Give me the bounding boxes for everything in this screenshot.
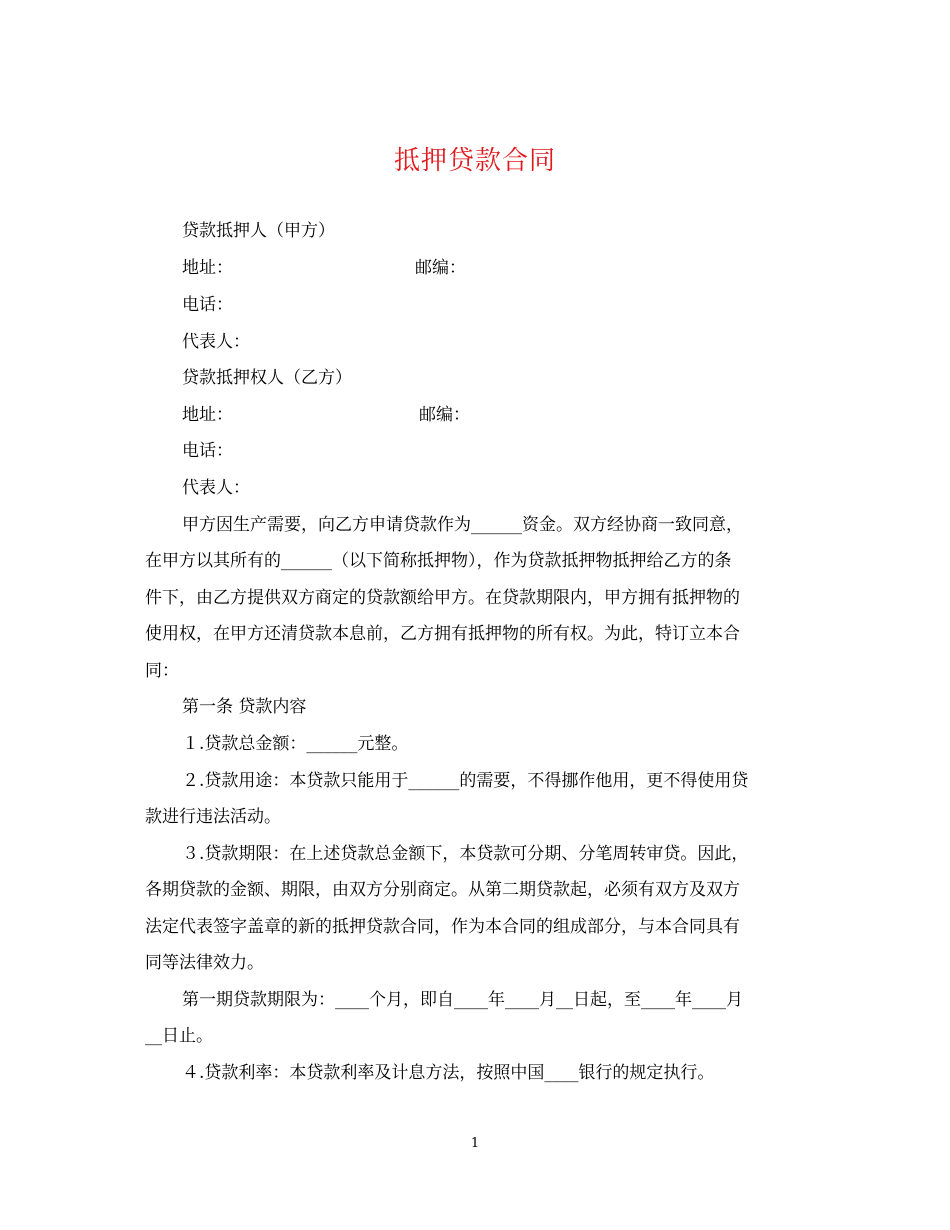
preamble-line: 件下，由乙方提供双方商定的贷款额给甲方。在贷款期限内，甲方拥有抵押物的 xyxy=(145,588,740,608)
first-period-line: 第一期贷款期限为：____个月，即自____年____月__日起，至____年____月 xyxy=(182,990,743,1010)
item-1: １.贷款总金额：______元整。 xyxy=(182,734,409,754)
party-b-address-label: 地址： xyxy=(182,405,233,425)
party-a-postcode-label: 邮编： xyxy=(415,258,466,278)
document-title: 抵押贷款合同 xyxy=(393,146,556,176)
party-b-rep-label: 代表人： xyxy=(182,478,250,498)
page-number: 1 xyxy=(470,1136,480,1151)
party-b-phone-label: 电话： xyxy=(182,441,233,461)
article-1-heading: 第一条 贷款内容 xyxy=(182,697,307,717)
item-2-line: 款进行违法活动。 xyxy=(145,807,281,827)
item-3-line: 法定代表签字盖章的新的抵押贷款合同，作为本合同的组成部分，与本合同具有 xyxy=(145,917,740,937)
item-3-line: 同等法律效力。 xyxy=(145,953,264,973)
party-a-heading: 贷款抵押人（甲方） xyxy=(182,221,335,241)
preamble-line: 同： xyxy=(145,661,179,681)
party-a-rep-label: 代表人： xyxy=(182,332,250,352)
preamble-line: 使用权，在甲方还清贷款本息前，乙方拥有抵押物的所有权。为此，特订立本合 xyxy=(145,624,740,644)
first-period-line: __日止。 xyxy=(145,1026,213,1046)
party-a-address-label: 地址： xyxy=(182,258,233,278)
party-b-postcode-label: 邮编： xyxy=(419,405,470,425)
preamble-line: 在甲方以其所有的______（以下简称抵押物），作为贷款抵押物抵押给乙方的条 xyxy=(145,551,732,571)
item-3-line: 各期贷款的金额、期限，由双方分别商定。从第二期贷款起，必须有双方及双方 xyxy=(145,880,740,900)
party-a-phone-label: 电话： xyxy=(182,295,233,315)
item-2-line: ２.贷款用途：本贷款只能用于______的需要，不得挪作他用，更不得使用贷 xyxy=(182,771,749,791)
party-b-heading: 贷款抵押权人（乙方） xyxy=(182,368,352,388)
preamble-line: 甲方因生产需要，向乙方申请贷款作为______资金。双方经协商一致同意， xyxy=(182,515,743,535)
item-4: ４.贷款利率：本贷款利率及计息方法，按照中国____银行的规定执行。 xyxy=(182,1063,715,1083)
item-3-line: ３.贷款期限：在上述贷款总金额下，本贷款可分期、分笔周转审贷。因此， xyxy=(182,844,749,864)
